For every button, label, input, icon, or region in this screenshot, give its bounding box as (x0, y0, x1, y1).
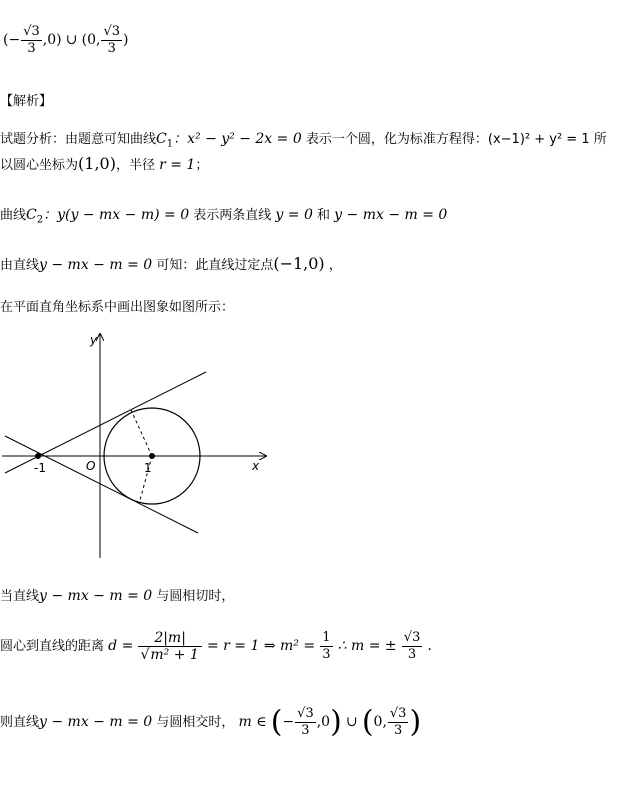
label-neg1: -1 (34, 461, 46, 475)
para4: 在平面直角坐标系中画出图象如图所示： (0, 300, 235, 315)
m-squared-fraction: $\frac{1}{3}$ (322, 630, 331, 662)
para1-line2: 以圆心坐标为(1,0)，半径 r = 1； (0, 154, 209, 173)
para3: 由直线y − mx − m = 0 可知：此直线过定点(−1,0) ， (0, 254, 342, 273)
answer-frac-2: $\frac{√3}{3}$ (103, 24, 120, 56)
lower-tangent-line (5, 436, 198, 533)
origin-label: O (86, 459, 96, 473)
coordinate-figure (0, 330, 280, 560)
interval-frac-2: $\frac{√3}{3}$ (389, 706, 407, 738)
answer-open-paren-2: (0, (81, 32, 101, 48)
radius-dashed-upper (131, 410, 152, 456)
center-coord: (1,0) (78, 154, 116, 173)
para7: 则直线y − mx − m = 0 与圆相交时， m ∈ (− $\frac{√3}{3}$ ,0) ∪ (0, $\frac{√3}{3}$ ) (0, 704, 422, 740)
label-1: 1 (144, 461, 152, 475)
para2: 曲线$C_2$：y(y − mx − m) = 0 表示两条直线 y = 0 和 y − mx − m = 0 (0, 207, 448, 226)
para6: 圆心到直线的距离 d = $\frac{2|m|}{\text{√m² + 1}}$ = r = 1 ⇒ m² = $\frac{1}{3}$ ∴ m = ± $\frac{√3}{3}$ . (0, 630, 432, 663)
interval-frac-1: $\frac{√3}{3}$ (297, 706, 314, 738)
answer-union: ∪ (65, 32, 78, 48)
para1-line1: 试题分析：由题意可知曲线$C_1$：x² − y² − 2x = 0 表示一个圆，化为标准方程得：(x−1)² + y² = 1 所 (0, 131, 607, 150)
radius-value: r = 1 (159, 157, 196, 173)
axis-label-x: x (252, 459, 260, 473)
para5: 当直线y − mx − m = 0 与圆相切时， (0, 588, 235, 604)
analysis-heading: 【解析】 (0, 94, 53, 109)
upper-tangent-line (5, 372, 206, 473)
answer-comma-zero: ,0) (42, 32, 62, 48)
axis-label-y: y (90, 333, 98, 347)
m-value-fraction: $\frac{√3}{3}$ (403, 630, 421, 662)
point-neg1 (35, 453, 41, 459)
answer-line (3, 24, 128, 57)
distance-fraction: $\frac{2|m|}{\text{√m² + 1}}$ (138, 630, 201, 663)
point-center (149, 453, 155, 459)
para1-eq: ：x² − y² − 2x = 0 (173, 131, 302, 147)
fixed-point: (−1,0) (273, 254, 325, 273)
curve-c1: C (156, 131, 167, 147)
answer-close-paren: ) (123, 32, 129, 48)
answer-frac-1: $\frac{√3}{3}$ (23, 24, 40, 56)
curve-c2: C (26, 207, 37, 223)
answer-open-paren-1: (− (3, 32, 21, 48)
